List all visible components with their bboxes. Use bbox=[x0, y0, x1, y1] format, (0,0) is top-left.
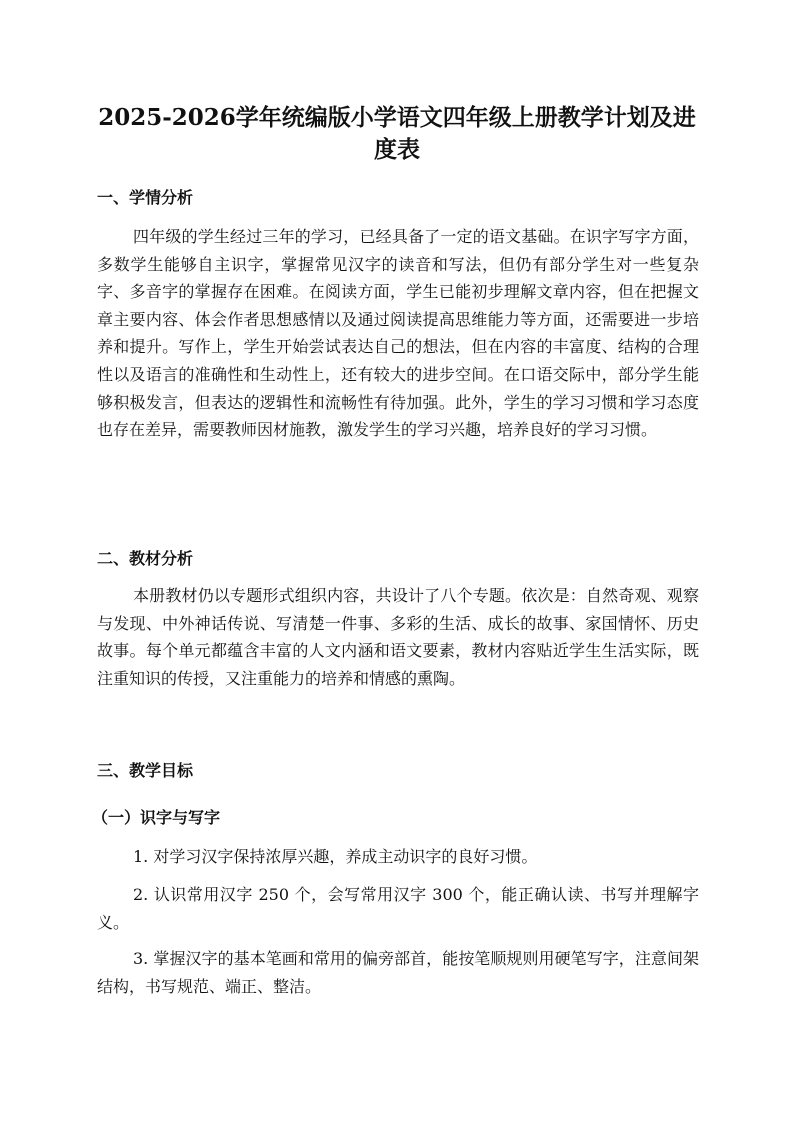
section-heading-teaching-goals: 三、教学目标 bbox=[97, 761, 194, 780]
textbook-analysis-paragraph: 本册教材仍以专题形式组织内容，共设计了八个专题。依次是：自然奇观、观察与发现、中外神话传说、写清楚一件事、多彩的生活、成长的故事、家国情怀、历史故事。每个单元都蕴含丰富的人文内涵和语文要素，教材内容贴近学生生活实际，既注重知识的传授，又注重能力的培养和情感的熏陶。 bbox=[97, 586, 699, 688]
student-analysis-paragraph: 四年级的学生经过三年的学习，已经具备了一定的语文基础。在识字写字方面，多数学生能够自主识字，掌握常见汉字的读音和写法，但仍有部分学生对一些复杂字、多音字的掌握存在困难。在阅读方面，学生已能初步理解文章内容，但在把握文章主要内容、体会作者思想感情以及通过阅读提高思维能力等方面，还需要进一步培养和提升。写作上，学生开始尝试表达自己的想法，但在内容的丰富度、结构的合理性以及语言的准确性和生动性上，还有较大的进步空间。在口语交际中，部分学生能够积极发言，但表达的逻辑性和流畅性有待加强。此外，学生的学习习惯和学习态度也存在差异，需要教师因材施教，激发学生的学习兴趣，培养良好的学习习惯。 bbox=[97, 227, 699, 440]
goal-item-2: 2. 认识常用汉字 250 个，会写常用汉字 300 个，能正确认读、书写并理解字义。 bbox=[97, 885, 699, 932]
document-title: 2025-2026学年统编版小学语文四年级上册教学计划及进度表 bbox=[98, 104, 696, 163]
goal-item-1: 1. 对学习汉字保持浓厚兴趣，养成主动识字的良好习惯。 bbox=[133, 847, 538, 866]
section-heading-textbook-analysis: 二、教材分析 bbox=[97, 549, 194, 568]
section-heading-student-analysis: 一、学情分析 bbox=[97, 188, 194, 207]
goal-item-3: 3. 掌握汉字的基本笔画和常用的偏旁部首，能按笔顺规则用硬笔写字，注意间架结构，书写规范、端正、整洁。 bbox=[97, 949, 699, 996]
subheading-literacy-writing: （一）识字与写字 bbox=[92, 808, 221, 827]
